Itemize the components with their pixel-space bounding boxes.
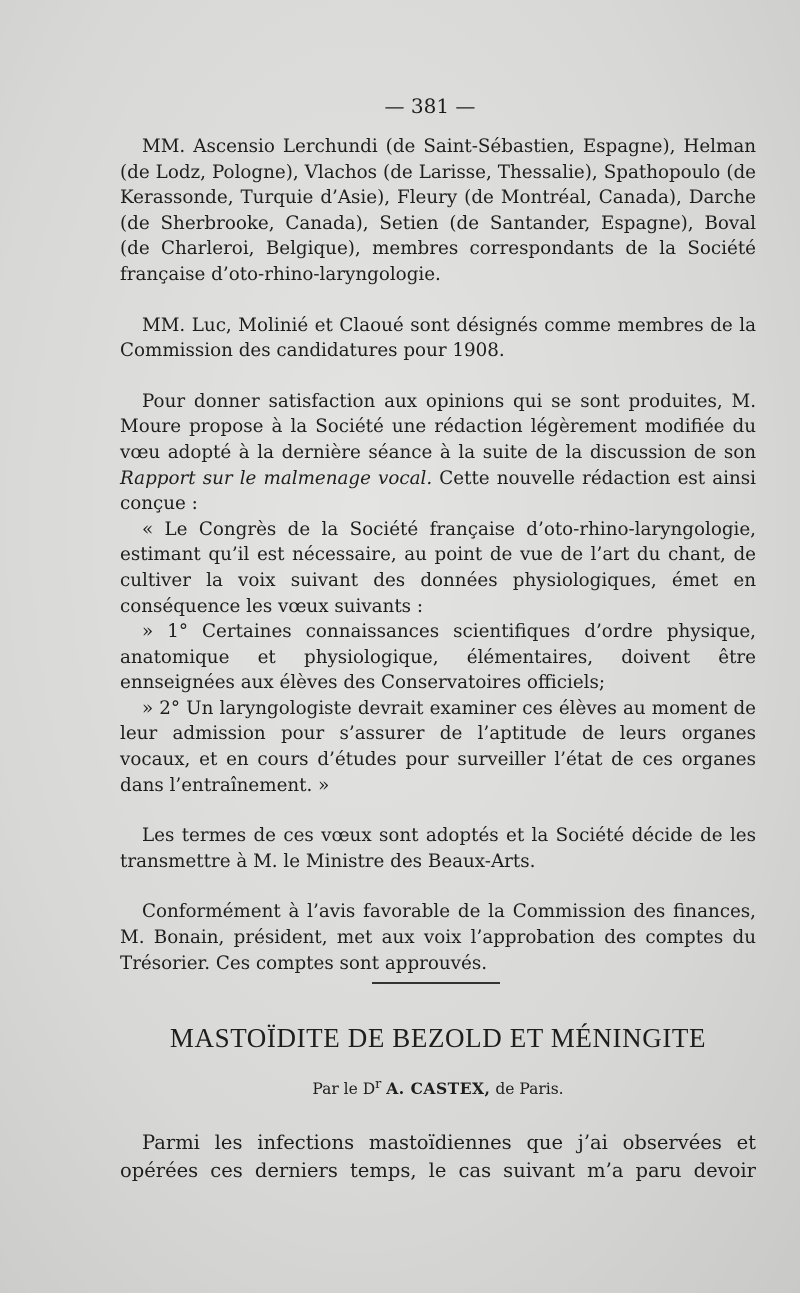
page-number: — 381 — [384,94,476,118]
paragraph-adoption: Les termes de ces vœux sont adoptés et la Société décide de les transmettre à M. le Ministre des Beaux-Arts. [120,825,756,872]
section-divider [372,982,500,984]
report-text [120,134,756,976]
paragraph-commission: MM. Luc, Molinié et Claoué sont désignés comme membres de la Commission des candidatures pour 1908. [120,314,756,362]
byline-superscript: r [375,1077,382,1092]
paragraph-redaction [120,389,756,517]
paragraph-comptes: Conformément à l’avis favorable de la Commission des finances, M. Bonain, président, met aux voix l’approbation des comptes du Trésorier. Ces comptes sont approuvés. [120,901,756,974]
paragraph-voeu-2: » 2° Un laryngologiste devrait examiner ces élèves au moment de leur admission pour s’assurer de l’aptitude de leurs organes vocaux, et en cours d’études pour surveiller l’état de ces organes dans l’entraînement. » [120,697,756,796]
article-opening-paragraph: Parmi les infections mastoïdiennes que j’ai observées et opérées ces derniers temps, le cas suivant m’a paru devoir [120,1131,756,1182]
redaction-text-end: Cette nouvelle rédaction est ainsi conçue : [120,467,756,515]
author-name: A. CASTEX, [386,1079,491,1099]
article-title: MASTOÏDITE DE BEZOLD ET MÉNINGITE [169,1023,707,1053]
paragraph-voeu-1: » 1° Certaines connaissances scientifiques d’ordre physique, anatomique et physiologique, élémentaires, doivent être ennseignées aux élèves des Conservatoires officiels; [120,621,756,694]
article-body [120,1129,756,1213]
paragraph-voeu-intro: « Le Congrès de la Société française d’oto-rhino-laryngologie, estimant qu’il est nécessaire, au point de vue de l’art du chant, de cultiver la voix suivant des données physiologiques, émet en conséquence les vœux suivants : [120,518,756,617]
paragraph-correspondants: MM. Ascensio Lerchundi (de Saint-Sébastien, Espagne), Helman (de Lodz, Pologne), Vlachos (de Larisse, Thessalie), Spathopoulo (de Kerassonde, Turquie d’Asie), Fleury (de Montréal, Canada), Darche (de Sherbrooke, Canada), Setien (de Santander, Espagne), Boval (de Charleroi, Belgique), membres correspondants de la Société française d’oto-rhino-laryngologie. [120,136,756,285]
byline-prefix: Par le D [312,1080,376,1099]
byline-suffix: de Paris. [490,1080,564,1099]
rapport-title: Rapport sur le malmenage vocal. [120,467,433,489]
article-byline [120,1077,756,1098]
redaction-text-start: Pour donner satisfaction aux opinions qui se sont produites, M. Moure propose à la Société une rédaction légèrement modifiée du vœu adopté à la dernière séance à la suite de la discussion de son [120,390,756,463]
